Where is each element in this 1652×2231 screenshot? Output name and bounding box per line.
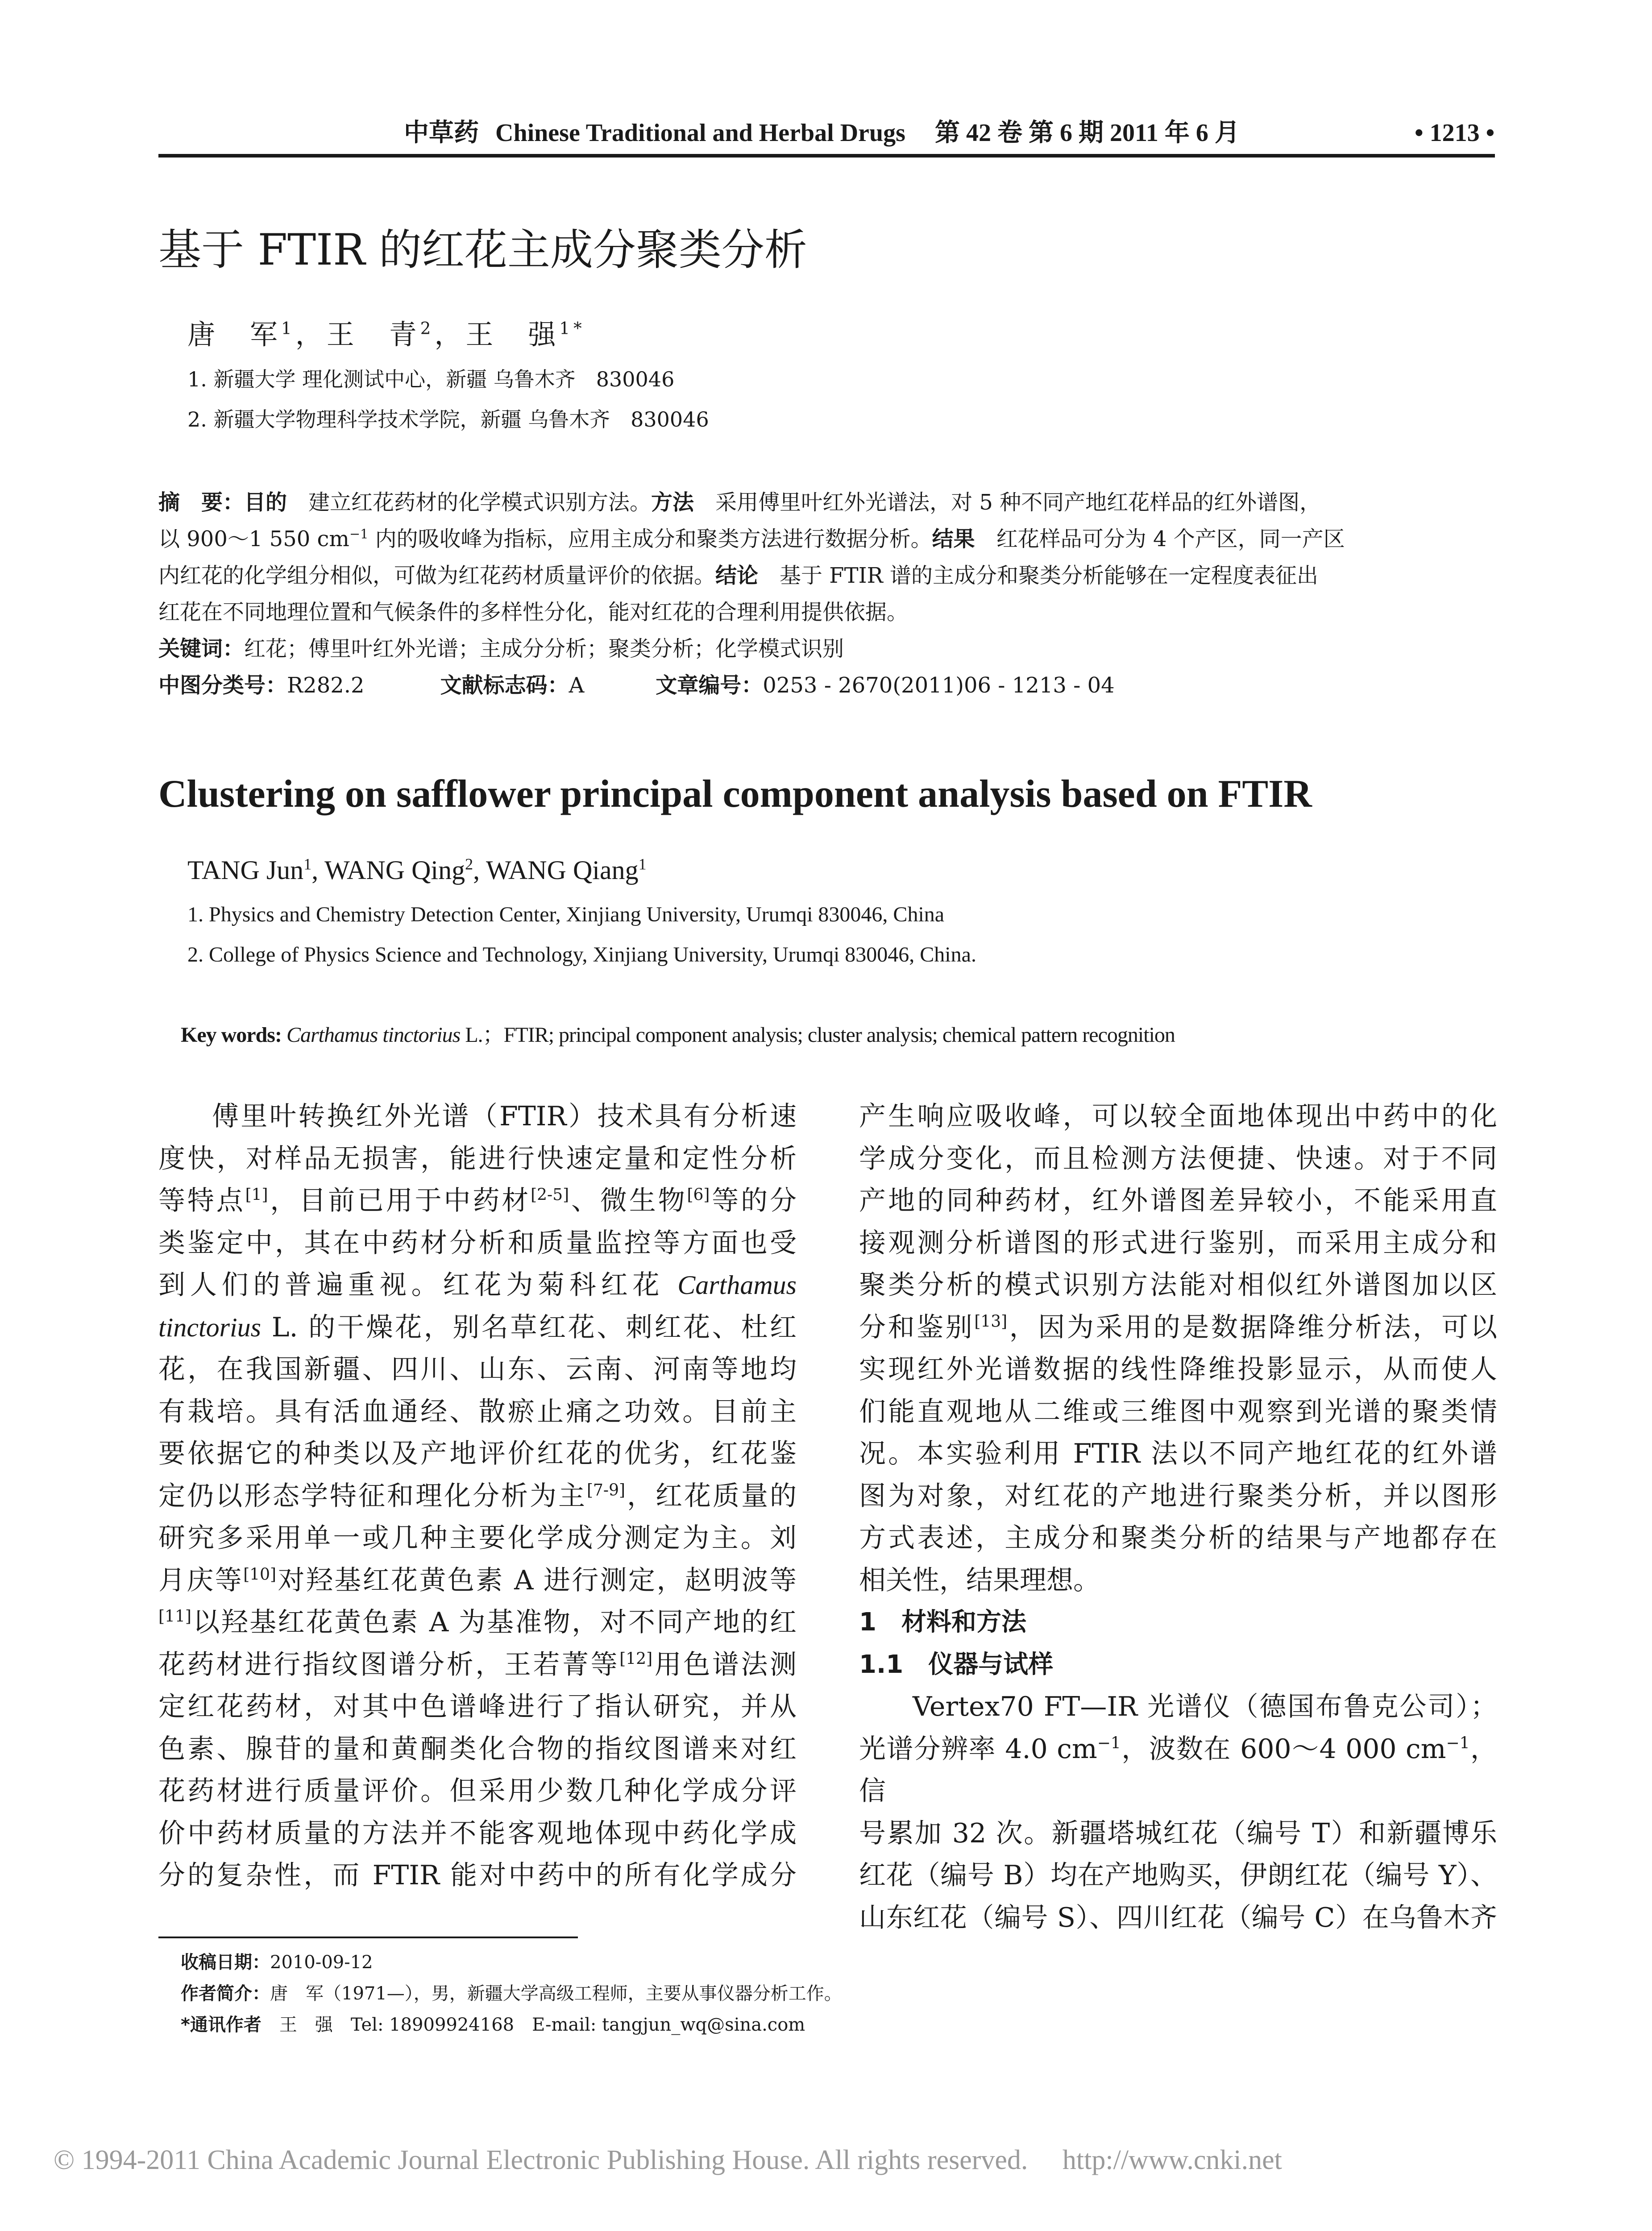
header-rule bbox=[158, 154, 1495, 158]
authors-en: TANG Jun$^1$, WANG Qing$^2$, WANG Qiang$^1$ bbox=[187, 855, 647, 885]
abstract-cn-line-1: 摘 要：目的 建立红花药材的化学模式识别方法。方法 采用傅里叶红外光谱法，对 5 种不同产地红花样品的红外谱图， bbox=[158, 490, 1321, 515]
title-cn: 基于 FTIR 的红花主成分聚类分析 bbox=[158, 225, 807, 275]
journal-name-en: Chinese Traditional and Herbal Drugs bbox=[495, 119, 905, 147]
authors-cn: 唐 军$^1$，王 青$^2$，王 强$^{1*}$ bbox=[187, 318, 585, 351]
abstract-cn-line-4: 红花在不同地理位置和气候条件的多样性分化，能对红花的合理利用提供依据。 bbox=[158, 600, 909, 625]
abstract-label: 摘 要： bbox=[158, 490, 245, 515]
copyright-notice: © 1994-2011 China Academic Journal Electronic Publishing House. All rights reserved. http://www.cnki.net bbox=[54, 2145, 1282, 2175]
title-en: Clustering on safflower principal component analysis based on FTIR bbox=[158, 772, 1312, 816]
author-cn-3: 王 强 bbox=[465, 318, 560, 351]
keywords-cn: 关键词：红花；傅里叶红外光谱；主成分分析；聚类分析；化学模式识别 bbox=[158, 636, 844, 661]
abstract-cn-line-3: 内红花的化学组分相似，可做为红花药材质量评价的依据。结论 基于 FTIR 谱的主成分和聚类分析能够在一定程度表征出 bbox=[158, 563, 1318, 588]
section-heading-1-1: 1.1 仪器与试样 bbox=[859, 1650, 1054, 1679]
body-column-left: 傅里叶转换红外光谱（FTIR）技术具有分析速 度快，对样品无损害，能进行快速定量和定性分析 等特点[1]，目前已用于中药材[2-5]、微生物[6]等的分 类鉴定中，其在中药材分析和质量监控等方面也受 到人们的普遍重视。红花为菊科红花 Carthamus tinctorius L. 的干燥花，别名草红花、刺红花、杜红 花，在我国新疆、四川、山东、云南、河南等地均 有栽培。具有活血通经、散瘀止痛之功效。目前主 要依据它的种类以及产地评价红花的优劣，红花鉴 定仍以形态学特征和理化分析为主[7-9]，红花质量的 研究多采用单一或几种主要化学成分测定为主。刘 月庆等[10]对羟基红花黄色素 A 进行测定，赵明波等 [11]以羟基红花黄色素 A 为基准物，对不同产地的红 花药材进行指纹图谱分析，王若菁等[12]用色谱法测 定红花药材，对其中色谱峰进行了指认研究，并从 色素、腺苷的量和黄酮类化合物的指纹图谱来对红 花药材进行质量评价。但采用少数几种化学成分评 价中药材质量的方法并不能客观地体现中药化学成 分的复杂性，而 FTIR 能对中药中的所有化学成分 bbox=[158, 1101, 797, 1891]
journal-name-cn: 中草药 bbox=[404, 119, 479, 147]
body-column-right: 产生响应吸收峰，可以较全面地体现出中药中的化 学成分变化，而且检测方法便捷、快速。对于不同 产地的同种药材，红外谱图差异较小，不能采用直 接观测分析谱图的形式进行鉴别，而采用主成分和 聚类分析的模式识别方法能对相似红外谱图加以区 分和鉴别[13]，因为采用的是数据降维分析法，可以 实现红外光谱数据的线性降维投影显示，从而使人 们能直观地从二维或三维图中观察到光谱的聚类情 况。本实验利用 FTIR 法以不同产地红花的红外谱 图为对象，对红花的产地进行聚类分析，并以图形 方式表述，主成分和聚类分析的结果与产地都存在 相关性，结果理想。 1 材料和方法 1.1 仪器与试样 Vertex70 FT—IR 光谱仪（德国布鲁克公司）； 光谱分辨率 4.0 $cm^{-1}$，波数在 600～4 000 $cm^{-1}$，信 号累加 32 次。新疆塔城红花（编号 T）和新疆博乐 红花（编号 B）均在产地购买，伊朗红花（编号 Y）、 山东红花（编号 S）、四川红花（编号 C）在乌鲁木齐 bbox=[859, 1101, 1498, 1933]
journal-issue: 第 42 卷 第 6 期 2011 年 6 月 bbox=[935, 119, 1240, 147]
affiliation-en-1: 1. Physics and Chemistry Detection Center, Xinjiang University, Urumqi 830046, China bbox=[187, 903, 945, 926]
footnote-rule bbox=[158, 1937, 578, 1938]
affiliation-cn-2: 2. 新疆大学物理科学技术学院，新疆 乌鲁木齐 830046 bbox=[187, 407, 709, 431]
abstract-cn-line-2: 以 900～1 550 $cm^{-1}$ 内的吸收峰为指标，应用主成分和聚类方法进行数据分析。结果 红花样品可分为 4 个产区，同一产区 bbox=[158, 526, 1345, 552]
classification-line: 中图分类号：R282.2 文献标志码：A 文章编号：0253 - 2670(2011)06 - 1213 - 04 bbox=[158, 673, 1115, 698]
footnote-author: 作者简介：唐 军（1971—），男，新疆大学高级工程师，主要从事仪器分析工作。 bbox=[181, 1983, 842, 2004]
author-cn-1: 唐 军 bbox=[187, 318, 282, 351]
affiliation-cn-1: 1. 新疆大学 理化测试中心，新疆 乌鲁木齐 830046 bbox=[187, 367, 675, 391]
page-number: • 1213 • bbox=[1415, 119, 1495, 147]
section-heading-1: 1 材料和方法 bbox=[859, 1608, 1026, 1637]
keywords-en: Key words: Carthamus tinctorius L.；FTIR; principal component analysis; cluster analysis; chemical pattern recognition bbox=[181, 1023, 1175, 1047]
affiliation-en-2: 2. College of Physics Science and Technology, Xinjiang University, Urumqi 830046, China. bbox=[187, 943, 976, 966]
author-cn-2: 王 青 bbox=[326, 318, 420, 351]
footnote-received: 收稿日期：2010-09-12 bbox=[181, 1952, 373, 1973]
footnote-corresponding: *通讯作者 王 强 Tel: 18909924168 E-mail: tangjun_wq@sina.com bbox=[181, 2015, 805, 2035]
